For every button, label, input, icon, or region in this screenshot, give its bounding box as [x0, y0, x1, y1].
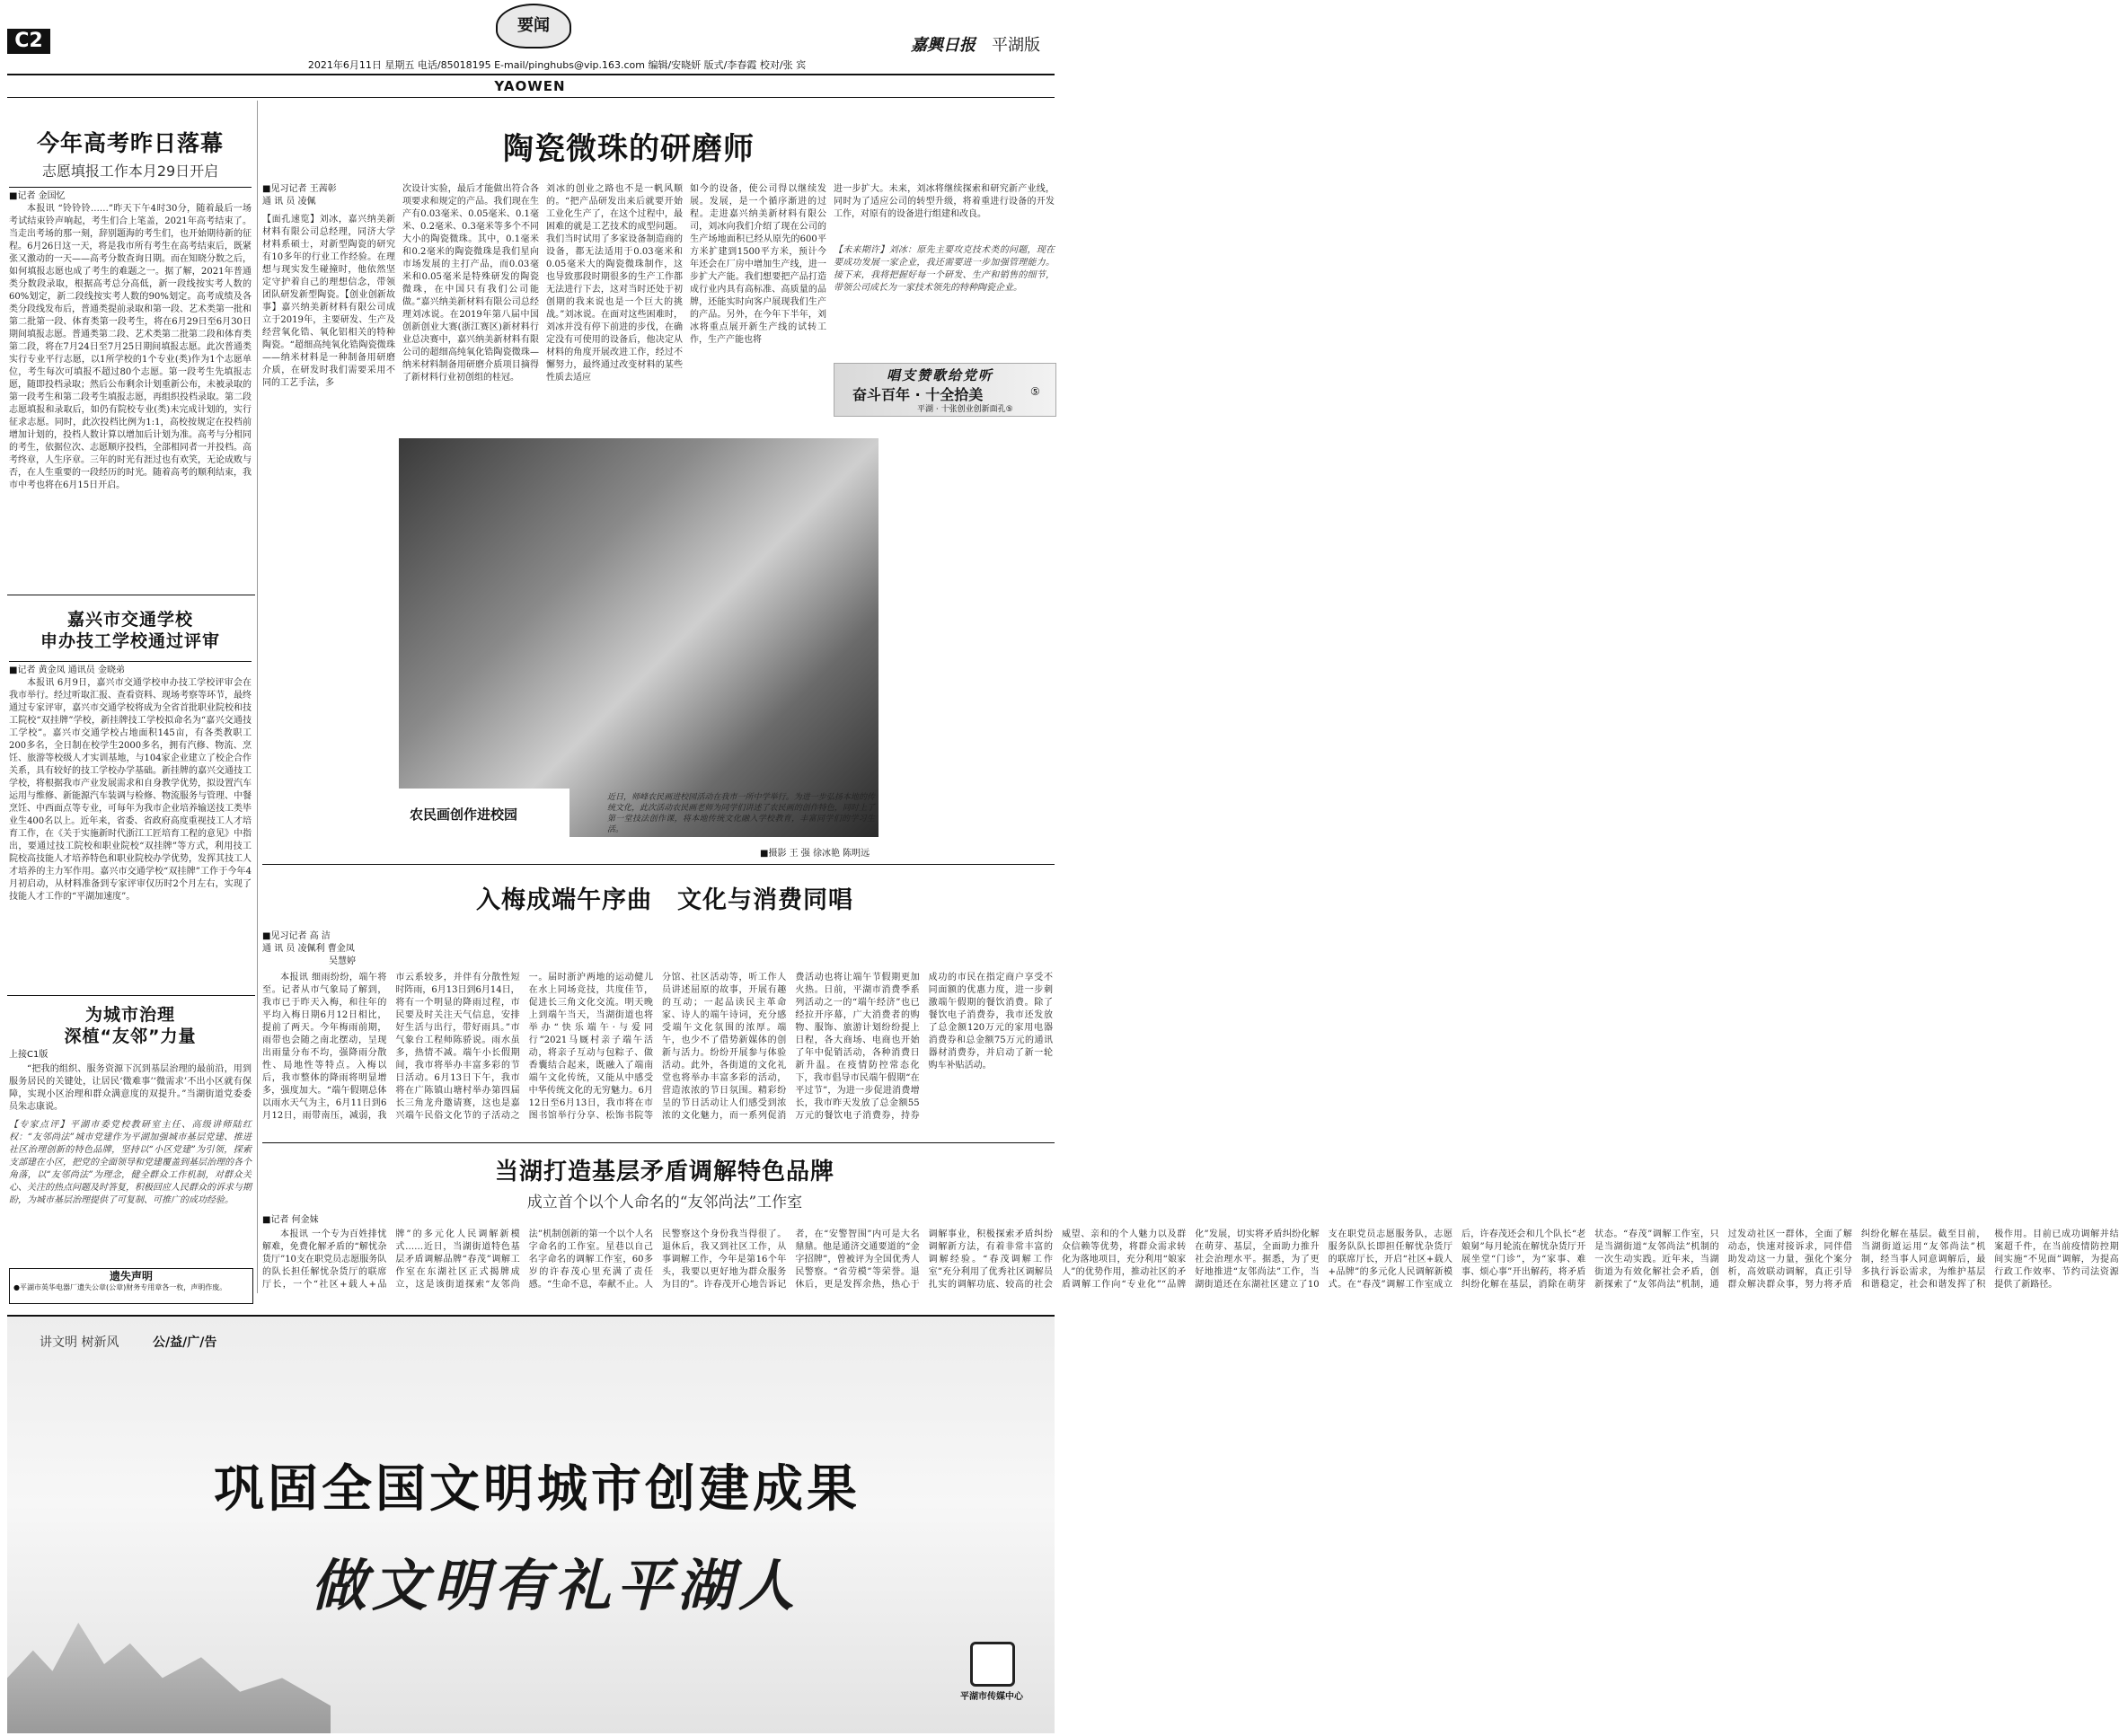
- article-body-gaokao: 本报讯 “铃铃铃……”昨天下午4时30分，随着最后一场考试结束铃声响起，考生们合上笔盖，2021年高考结束了。当走出考场的那一刻，辞别题海的考生们，也开始期待新的征程。6月26日这一天，将是我市所有考生在高考结束后，既紧张又激动的一天——高考分数查询日期。而在知晓分数之后，如何填报志愿也成了考生的难题之一。据了解，2021年普通类分数段录取，根据高考总分高低，新一段线按实考人数的60%划定，新二段线按实考人数的90%划定。高考成绩及各类分段线发布后，普通类提前录取和第一段、艺术类第一批和第二批第一段、体育类第一段考生，将在6月29日至6月30日期间填报志愿。普通类第二段、艺术类第二批第二段和体育类第二段，将在7月24日至7月25日期间填报志愿。此次普通类实行专业平行志愿，以1所学校的1个专业(类)作为1个志愿单位，考生每次可填报不超过80个志愿。第一段考生先填报志愿，随即投档录取；然后公布剩余计划重新公布，未被录取的第一段考生和第二段考生填报志愿，再组织投档录取。第二段志愿填报和录取后，如仍有院校专业(类)未完成计划的，实行征求志愿。同时，此次投档比例为1:1，高校按规定在投档前增加计划的，投档人数计算以增加后计划为准。高考与分相同的考生，依据位次、志愿顺序投档，全部相同者一并投档。高考终章，人生序章。三年的时光有涯过也有欢笑，无论成败与否，在人生重要的一段经历的时光。随着高考的顺利结束，我市中考也将在6月15日开启。: [9, 204, 252, 490]
- mediation-byline: ■记者 何金妹: [262, 1215, 319, 1225]
- dragon-byline-2: 通 讯 员 凌佩利 曹金凤: [262, 944, 355, 954]
- feature-col-1: 【面孔速览】刘冰，嘉兴纳美新材料有限公司总经理，同济大学材料系硕士，对新型陶瓷的研究有10多年的行业工作经验。在理想与现实发生碰撞时，他依然坚定守护着自己的理想信念，带领团队研发新型陶瓷。【创业创新故事】嘉兴纳美新材料有限公司成立于2019年，主要研发、生产及经营氧化锆、氧化铝相关的特种陶瓷。“超细高纯氧化锆陶瓷微珠——纳米材料是一种制备用研磨介质，在研发时我们需要采用不同的工艺手法，多: [262, 215, 395, 388]
- rule-mid-1: [262, 864, 1055, 865]
- article-body-transport-school: 本报讯 6月9日，嘉兴市交通学校申办技工学校评审会在我市举行。经过听取汇报、查看资料、现场考察等环节，最终通过专家评审，嘉兴市交通学校将成为全省首批职业院校和技工院校“双挂牌”学校，新挂牌技工学校拟命名为“嘉兴交通技工学校”。嘉兴市交通学校占地面积145亩，有各类教职工200多名，全日制在校学生2000多名，拥有汽修、物流、烹饪、旅游等校级人才实训基地，与104家企业建立了校企合作关系，具有较好的技工学校办学基础。新挂牌的嘉兴交通技工学校，将根据我市产业发展需求和自身教学优势，拟设置汽车运用与维修、新能源汽车装调与检修、物流服务与管理、中餐烹饪、中西面点等专业，可每年为我市企业培养输送技工类毕业生400名以上。近年来，省委、省政府高度重视技工人才培育工作，在《关于实施新时代浙江工匠培育工程的意见》中指出，要通过技工院校和职业院校“双挂牌”等方式，利用技工院校高技能人才培养特色和职业院校办学优势，发挥其技工人才培养的主力军作用。嘉兴市交通学校“双挂牌”工作于今年4月初启动，从材料准备到专家评审仅历时2个月左右，实现了技能人才工作的“平湖加速度”。: [9, 678, 252, 902]
- ad-logo-text: 平湖市传媒中心: [960, 1692, 1023, 1702]
- article-body-governance: “把我的组织、服务资源下沉到基层治理的最前沿，用到服务居民的关键处，让居民‘微难事’‘微需求’不出小区就有保障，实现小区治理和群众满意度的双提升。”当湖街道党委委员朱志康说。: [9, 1064, 252, 1112]
- banner-title: 奋斗百年 · 十全拾美: [852, 386, 984, 403]
- section-pinyin: YAOWEN: [494, 78, 566, 94]
- mediation-subtitle: 成立首个以个人命名的“友邻尚法”工作室: [526, 1194, 803, 1212]
- dragon-byline-3: 吴慧婷: [329, 956, 356, 966]
- article-title-gaokao: 今年高考昨日落幕: [36, 130, 224, 156]
- article-title-governance: [9, 1004, 252, 1047]
- lost-notice-title: 遗失声明: [109, 1270, 153, 1282]
- expert-comment: 【专家点评】平湖市委党校教研室主任、高级讲师陆红权：“友邻尚法”城市党建作为平湖加强城市基层党建、推进社区治理创新的特色品牌，坚持以“小区党建”为引领，探索支部建在小区，把党的全面领导和党建覆盖到基层治理的各个角落，以“友邻尚法”为理念，健全群众工作机制，对群众关心、关注的热点问题及时答复，积极回应人民群众的诉求与期盼，为城市基层治理提供了可复制、可推广的成功经验。: [9, 1120, 252, 1205]
- title-line-1: 嘉兴市交通学校: [66, 610, 193, 630]
- ad-headline: 巩固全国文明城市创建成果: [214, 1460, 861, 1519]
- banner-slogan: 唱支赞歌给党听: [887, 367, 994, 383]
- article-title-transport-school: [9, 609, 252, 652]
- feature-col-2: 次设计实验，最后才能做出符合各项要求和规定的产品。我们现在生产有0.03毫米、0.05毫米、0.1毫米、0.2毫米、0.3毫米等多个不同大小的陶瓷微珠。其中，0.1毫米和0.2毫米的陶瓷微珠是我们星向市场发展的主打产品，而0.03毫米和0.05毫米是特殊研发的陶瓷微珠，在中国只有我们公司能做。”嘉兴纳美新材料有限公司总经理刘冰说。在2019年第八届中国创新创业大赛(浙江赛区)新材料行业总决赛中，嘉兴纳美新材料有限公司的超细高纯氧化锆陶瓷微珠—纳米材料制备用研磨介质项目摘得了新材料行业初创组的桂冠。: [402, 184, 539, 383]
- lost-notice-text: ●平湖市英华电器厂遗失公章(公章)财务专用章各一枚，声明作废。: [13, 1283, 227, 1291]
- article-subtitle-gaokao: 志愿填报工作本月29日开启: [41, 163, 219, 180]
- title-line-2: 深植“友邻”力量: [64, 1027, 197, 1046]
- ad-top-label: 公/益/广/告: [153, 1335, 217, 1350]
- byline-gaokao: ■记者 金国忆: [9, 187, 252, 202]
- dragon-byline-1: ■见习记者 高 洁: [262, 931, 331, 941]
- page-code: C2: [7, 29, 50, 54]
- dragon-boat-title: 入梅成端午序曲 文化与消费同唱: [476, 886, 853, 914]
- photo-label: 农民画创作进校园: [410, 806, 518, 823]
- photo-credit: ■摄影 王 强 徐冰艳 陈明远: [760, 849, 870, 859]
- rule-mid-2: [262, 1142, 1055, 1143]
- lost-notice-box: [9, 1268, 253, 1304]
- ad-calligraphy: 做文明有礼平湖人: [310, 1553, 799, 1618]
- title-line-2: 申办技工学校通过评审: [40, 631, 220, 651]
- masthead-rule-2: [7, 97, 1055, 98]
- feature-byline-1: ■见习记者 王茜彰: [262, 184, 337, 194]
- section-badge: 要闻: [496, 4, 571, 48]
- party-banner: [834, 363, 1056, 417]
- feature-col-3: 刘冰的创业之路也不是一帆风顺的。“把产品研发出来后就要开始工业化生产了，在这个过程中，最困难的就是工艺技术的成型问题。我们当时试用了多家设备制造商的设备，都无法适用于0.03毫米和0.05毫米大的陶瓷微珠制作，这也导致那段时期很多的生产工作都无法进行下去，这对当时还处于初创期的我来说也是一个巨大的挑战。”刘冰说。在面对这些困难时，刘冰并没有停下前进的步伐，在确定没有可使用的设备后，他决定从材料的角度开展改进工作，经过不懈努力，最终通过改变材料的某些性质去适应: [546, 184, 683, 383]
- rule-left-2: [7, 995, 255, 996]
- banner-subtitle: 平湖 · 十张创业创新面孔⑤: [917, 405, 1013, 414]
- title-line-1: 为城市治理: [84, 1005, 175, 1025]
- feature-outlook: 【未来期许】刘冰：原先主要攻克技术类的问题，现在要成功发展一家企业，我还需要进一步加强管理能力。接下来，我将把握好每一个研发、生产和销售的细节，带领公司成长为一家技术领先的特种陶瓷企业。: [834, 245, 1055, 293]
- mediation-title: 当湖打造基层矛盾调解特色品牌: [494, 1159, 834, 1185]
- photo-label-box: [399, 789, 569, 837]
- left-column-divider: [257, 101, 258, 1293]
- feature-col-5: 进一步扩大。未来，刘冰将继续探索和研究新产业线，同时为了适应公司的转型升级，将着重进行设备的开发工作，对原有的设备进行组建和改良。: [834, 184, 1055, 219]
- paper-name: 嘉興日报: [911, 36, 976, 55]
- masthead-meta-line: 2021年6月11日 星期五 电话/85018195 E-mail/pinghubs@vip.163.com 编辑/安晓妍 版式/李春霞 校对/张 宾: [307, 59, 807, 71]
- feature-byline-2: 通 讯 员 凌佩: [262, 197, 316, 207]
- ad-logo-icon: [970, 1642, 1015, 1687]
- feature-col-4: 如今的设备，使公司得以继续发展。发展，是一个循序渐进的过程。走进嘉兴纳美新材料有限公司，刘冰向我们介绍了现在公司的生产场地面积已经从原先的600平方米扩建到1500平方米，预计今年还会在厂房中增加生产线，进一步扩大产能。我们想要把产品打造成行业内具有高标准、高质量的品牌，还能实时向客户展现我们生产的产品。另外，在今年下半年，刘冰将重点展开新生产线的试转工作，生产产能也将: [690, 184, 826, 345]
- feature-title: 陶瓷微珠的研磨师: [503, 131, 755, 167]
- byline-transport-school: ■记者 黄金凤 通讯员 金晓弟: [9, 661, 252, 676]
- masthead-rule: [7, 74, 1055, 75]
- mediation-body: 本报讯 一个专为百姓排忧解难，免费化解矛盾的“解忧杂货厅”10支在职党员志愿服务队的队长担任解忧杂货厅的联席厅长，一个“社区+载人+品牌”的多元化人民调解新模式……近日，当湖街道特色基层矛盾调解品牌“春茂”调解工作室在东湖社区正式揭牌成立，这是该街道探索“友邻尚法”机制创新的第一个以个人名字命名的工作室。星巷以自己名字命名的调解工作室，60多岁的许春茂心里充满了责任感。“生命不息，奉献不止。人民警察这个身份我当得很了。退休后，我又到社区工作，从事调解工作，今年是第16个年头，我要以更好地为群众服务为目的”。许春茂开心地告诉记者，在“安警智围”内可是大名鼎鼎。他是通济交通要道的“金字招牌”，曾被评为全国优秀人民警察。“省劳模”等荣誉。退休后，更是发挥余热，热心于调解事业，积极探索矛盾纠纷调解新方法，有着非常丰富的调解经验。“春茂调解工作室”充分利用了优秀社区调解员扎实的调解功底、较高的社会威望、亲和的个人魅力以及群众信赖等优势，将群众需求转化为落地项目，充分利用“娘家人”的优势作用，推动社区的矛盾调解工作向“专业化”“品牌化”发展，切实将矛盾纠纷化解在萌芽、基层，全面助力推升社会治理水平。据悉，为了更好地推进“友邻尚法”工作，当湖街道还在东湖社区建立了10支在职党员志愿服务队，志愿服务队队长即担任解忧杂货厅的联席厅长，开启“社区+载人+品牌”的多元化人民调解新模式。在“春茂”调解工作室成立后，许春茂还会和几个队长“老娘舅”每月轮流在解忧杂货厅开展坐堂“门诊”，为“家事、难事、烦心事”开出解药，将矛盾纠纷化解在基层，消除在萌芽状态。“春茂”调解工作室，只是当湖街道“友邻尚法”机制的一次生动实践。近年来，当湖街道为有效化解社会矛盾，创新探索了“友邻尚法”机制，通过发动社区一群体，全面了解动态，快速对接诉求，同伴借助发动这一力量，强化个案分析，高效联动调解，真正引导群众解决群众事，努力将矛盾纠纷化解在基层。截至目前，当湖街道运用“友邻尚法”机制，经当事人同意调解后，最多执行诉讼需求，为维护基层和谐稳定，社会和谐发挥了积极作用。目前已成功调解并结案超千件，在当前疫情防控期间实施“不见面”调解，为提高行政工作效率、节约司法资源提供了新路径。: [262, 1229, 2119, 1290]
- school-art-photo: [399, 438, 879, 837]
- ad-top-line: 讲文明 树新风: [40, 1335, 119, 1350]
- continued-from-label: 上接C1版: [9, 1050, 49, 1060]
- dragon-boat-body: 本报讯 细雨纷纷，端午将至。记者从市气象局了解到，我市已于昨天入梅，和往年的平均入梅日期6月12日相比，提前了两天。今年梅雨前期，雨带也会随之南北摆动，呈现出雨量分布不均，强降雨分散性、局地性等特点。入梅以后，我市整体的降雨将明显增多，强度加大。“端午假期总体以雨水天气为主，6月11日到6月12日，雨带南压，减弱，我市云系较多，并伴有分散性短时阵雨，6月13日到6月14日，将有一个明显的降雨过程，市民要及时关注天气信息，安排好生活与出行，带好雨具。”市气象台工程师陈骄说。雨水虽多，热情不减。端午小长假期间，我市将举办丰富多彩的节日活动。6月13日下午，我市将在广陈镇山塘村举办第四届长三角龙舟邀请赛，这也是嘉兴端午民俗文化节的子活动之一。届时浙沪两地的运动健儿在水上同场竞技，共度佳节，促进长三角文化交流。明天晚上到端午当天，当湖街道也将举办“快乐端午·与爱同行”2021马厩村亲子端午活动，将亲子互动与包粽子、做香囊结合起来，既融入了端南端午文化传统，又能从中感受中华传统文化的无穷魅力。6月12日至6月13日，我市将在市图书馆举行分享、松饰书院等分馆、社区活动等，听工作人员讲述屈原的故事，开展有趣的互动；一起品读民主革命家、诗人的端午诗词，充分感受端午文化氛围的浓厚。端午，也少不了借势新媒体的创新与活力。纷纷开展参与体验活动。此外，各街道的文化礼堂也将举办丰富多彩的活动，营造浓浓的节日氛围。精彩纷呈的节日活动让人们感受到浓浓的文化魅力，而一系列促消费活动也将让端午节假期更加火热。日前，平湖市消费季系列活动之一的“端午经济”也已经拉开序幕，广大消费者的购物、服饰、旅游计划纷纷提上日程，各大商场、电商也开始了年中促销活动，各种消费日新升温。在疫情防控常态化下，我市倡导市民端午假期“在平过节”，为进一步促进消费增长，我市昨天发放了总金额55万元的餐饮电子消费券，持券成功的市民在指定商户享受不同面额的优惠力度，进一步刺激端午假期的餐饮消费。除了餐饮电子消费券，我市还发放了总金额120万元的家用电器消费券和总金额75万元的通讯器材消费券，并启动了新一轮购车补贴活动。: [262, 973, 1053, 1121]
- photo-caption: 近日，师峰农民画进校园活动在我市一所中学举行。为进一步弘扬本地的传统文化，此次活动农民画老师为同学们讲述了农民画的创作特色，同时上了第一堂技法创作课，将本地传统文化融入学校教育，丰富同学们的学习生活。: [607, 793, 875, 834]
- edition-label: 平湖版: [992, 36, 1040, 55]
- public-service-ad: [7, 1315, 1055, 1733]
- banner-series-tag: ⑤: [1030, 385, 1040, 398]
